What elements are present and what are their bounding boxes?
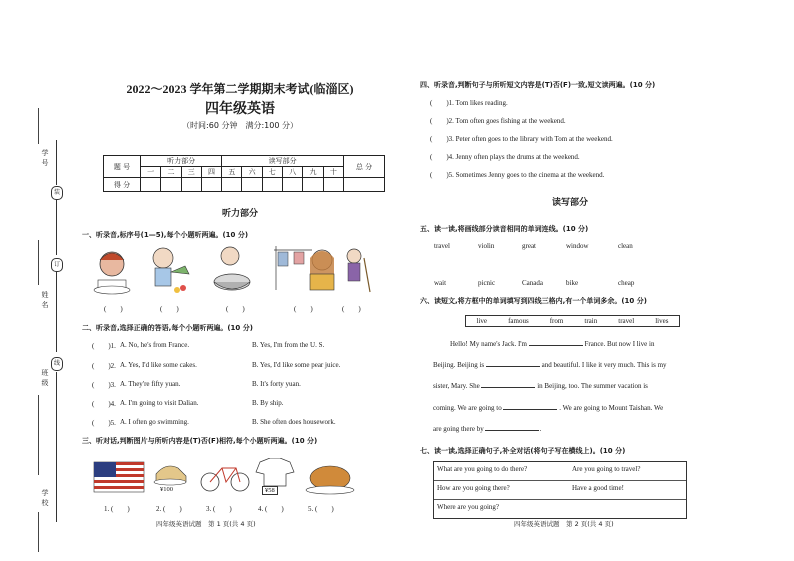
q2-item-num[interactable]: ( )4. bbox=[92, 400, 116, 408]
q2-item-num[interactable]: ( )5. bbox=[92, 419, 116, 427]
laundry-icon bbox=[274, 246, 312, 290]
score-cell[interactable] bbox=[323, 178, 343, 192]
word-bank-box bbox=[465, 315, 680, 327]
section-heading-listening: 听力部分 bbox=[221, 209, 258, 219]
q2-option-b: B. It's forty yuan. bbox=[252, 380, 301, 388]
q5-word-bottom[interactable]: picnic bbox=[478, 279, 496, 287]
exam-time-info: （时间:60 分钟 满分:100 分） bbox=[182, 121, 298, 130]
question-3-title: 三、听对话,判断图片与所听内容是(T)否(F)相符,每个小题听两遍。(10 分) bbox=[82, 437, 318, 445]
seal-mark: 订 bbox=[51, 258, 63, 272]
score-table-row-label: 得 分 bbox=[104, 178, 141, 192]
binding-line bbox=[56, 272, 57, 352]
q5-word-top[interactable]: clean bbox=[618, 242, 633, 250]
passage-text: are going there by bbox=[433, 425, 484, 433]
fill-blank-3[interactable] bbox=[481, 380, 535, 388]
passage-text: France. But now I live in bbox=[584, 340, 655, 348]
word-bank-item: live bbox=[476, 317, 488, 325]
us-flag-icon bbox=[94, 462, 144, 492]
q2-option-a: A. No, he's from France. bbox=[120, 341, 190, 349]
label-student-id: 学号 bbox=[41, 149, 49, 167]
word-bank-item: famous bbox=[508, 317, 529, 325]
question-1-title: 一、听录音,标序号(1—5),每个小题听两遍。(10 分) bbox=[82, 231, 249, 239]
score-table-col: 十 bbox=[323, 167, 343, 178]
score-table-col: 五 bbox=[222, 167, 242, 178]
score-table-col: 七 bbox=[262, 167, 282, 178]
exam-subject: 四年级英语 bbox=[205, 101, 275, 117]
seal-mark: 装 bbox=[51, 186, 63, 200]
label-school: 学校 bbox=[41, 489, 49, 507]
score-cell[interactable] bbox=[283, 178, 303, 192]
score-table-listening: 听力部分 bbox=[141, 156, 222, 167]
q5-word-bottom[interactable]: bike bbox=[566, 279, 579, 287]
exam-title: 2022～2023 学年第二学期期末考试(临淄区) bbox=[126, 82, 354, 96]
q2-item-num[interactable]: ( )1. bbox=[92, 342, 116, 350]
score-cell[interactable] bbox=[161, 178, 181, 192]
question-1-pictures bbox=[90, 244, 380, 300]
score-table-col: 九 bbox=[303, 167, 323, 178]
footer-page-2: 四年级英语试题 第 2 页(共 4 页) bbox=[514, 520, 614, 528]
q2-option-a: A. I'm going to visit Dalian. bbox=[120, 399, 199, 407]
fill-line-name[interactable] bbox=[38, 240, 39, 285]
q5-word-top[interactable]: violin bbox=[478, 242, 495, 250]
score-table-total: 总 分 bbox=[344, 156, 385, 178]
q5-word-top[interactable]: window bbox=[566, 242, 589, 250]
binding-line bbox=[56, 140, 57, 185]
score-table-col: 一 bbox=[141, 167, 161, 178]
fill-line-school[interactable] bbox=[38, 512, 39, 552]
q2-option-b: B. Yes, I'm from the U. S. bbox=[252, 341, 325, 349]
seal-mark: 线 bbox=[51, 357, 63, 371]
passage-text: Hello! My name's Jack. I'm bbox=[450, 340, 527, 348]
q5-word-top[interactable]: great bbox=[522, 242, 536, 250]
fill-line-id[interactable] bbox=[38, 108, 39, 144]
score-cell[interactable] bbox=[344, 178, 385, 192]
q3-answer-3[interactable]: 3. ( ) bbox=[206, 505, 232, 513]
score-cell[interactable] bbox=[181, 178, 201, 192]
q3-answer-5[interactable]: 5. ( ) bbox=[308, 505, 334, 513]
fill-blank-4[interactable] bbox=[503, 402, 557, 410]
cooking-icon bbox=[214, 247, 250, 290]
score-table-col: 二 bbox=[161, 167, 181, 178]
score-cell[interactable] bbox=[242, 178, 262, 192]
girl-reading-icon bbox=[310, 250, 334, 290]
q1-answer-5[interactable]: ( ) bbox=[342, 305, 361, 313]
word-bank-item: from bbox=[549, 317, 564, 325]
score-table-header: 题 号 bbox=[104, 156, 141, 178]
q2-option-a: A. I often go swimming. bbox=[120, 418, 189, 426]
fill-blank-1[interactable] bbox=[529, 338, 583, 346]
q5-word-top[interactable]: travel bbox=[434, 242, 450, 250]
passage-line bbox=[433, 402, 663, 412]
girl-eating-icon bbox=[94, 252, 130, 294]
q4-item[interactable]: ( )5. Sometimes Jenny goes to the cinema at the weekend. bbox=[430, 171, 605, 179]
sentence-option[interactable]: Have a good time! bbox=[572, 484, 624, 492]
score-cell[interactable] bbox=[222, 178, 242, 192]
sweeping-icon bbox=[347, 249, 370, 292]
passage-line bbox=[433, 359, 667, 369]
q2-option-a: A. Yes, I'd like some cakes. bbox=[120, 361, 197, 369]
sentence-option[interactable]: What are you going to do there? bbox=[437, 465, 528, 473]
label-class: 班级 bbox=[41, 369, 49, 387]
sentence-option[interactable]: Where are you going? bbox=[437, 503, 499, 511]
q2-item-num[interactable]: ( )2. bbox=[92, 362, 116, 370]
fill-blank-2[interactable] bbox=[486, 359, 540, 367]
question-3-pictures bbox=[92, 458, 360, 498]
passage-text: and beautiful. I like it very much. This is my bbox=[541, 361, 667, 369]
score-table-col: 六 bbox=[242, 167, 262, 178]
question-2-title: 二、听录音,选择正确的答语,每个小题听两遍。(10 分) bbox=[82, 324, 253, 332]
score-table-col: 八 bbox=[283, 167, 303, 178]
sentence-option[interactable]: Are you going to travel? bbox=[572, 465, 641, 473]
q2-option-a: A. They're fifty yuan. bbox=[120, 380, 181, 388]
q3-answer-2[interactable]: 2. ( ) bbox=[156, 505, 182, 513]
score-table-col: 三 bbox=[181, 167, 201, 178]
options-row bbox=[434, 462, 686, 481]
price-tag-shirt: ¥58 bbox=[262, 486, 278, 495]
fill-line-class[interactable] bbox=[38, 395, 39, 475]
q5-word-bottom[interactable]: wait bbox=[434, 279, 447, 287]
q1-answer-3[interactable]: ( ) bbox=[226, 305, 245, 313]
word-bank-item: travel bbox=[618, 317, 635, 325]
q2-option-b: B. By ship. bbox=[252, 399, 284, 407]
score-cell[interactable] bbox=[201, 178, 221, 192]
shoes-icon bbox=[154, 466, 186, 485]
score-table bbox=[103, 155, 385, 192]
question-7-title: 七、读一读,选择正确句子,补全对话(将句子写在横线上)。(10 分) bbox=[420, 447, 626, 455]
price-tag-shoes: ¥100 bbox=[160, 486, 173, 493]
roast-chicken-icon bbox=[306, 466, 354, 494]
score-cell[interactable] bbox=[262, 178, 282, 192]
q3-answer-1[interactable]: 1. ( ) bbox=[104, 505, 130, 513]
q4-item[interactable]: ( )4. Jenny often plays the drums at the weekend. bbox=[430, 153, 580, 161]
watering-flowers-icon bbox=[153, 248, 189, 293]
q4-item[interactable]: ( )2. Tom often goes fishing at the weekend. bbox=[430, 117, 566, 125]
word-bank-item: train bbox=[584, 317, 598, 325]
passage-text: in Beijing, too. The summer vacation is bbox=[537, 382, 648, 390]
q1-answer-1[interactable]: ( ) bbox=[104, 305, 123, 313]
fill-blank-5[interactable] bbox=[485, 423, 542, 433]
question-6-title: 六、读短文,将方框中的单词填写到四线三格内,有一个单词多余。(10 分) bbox=[420, 297, 647, 305]
binding-line bbox=[56, 200, 57, 255]
options-row bbox=[434, 481, 686, 500]
q4-item[interactable]: ( )1. Tom likes reading. bbox=[430, 99, 508, 107]
section-heading-reading-writing: 读写部分 bbox=[551, 198, 588, 208]
score-cell[interactable] bbox=[141, 178, 161, 192]
score-table-col: 四 bbox=[201, 167, 221, 178]
score-cell[interactable] bbox=[303, 178, 323, 192]
q2-option-b: B. She often does housework. bbox=[252, 418, 336, 426]
passage-text: sister, Mary. She bbox=[433, 382, 480, 390]
q1-answer-2[interactable]: ( ) bbox=[160, 305, 179, 313]
sentence-option[interactable]: How are you going there? bbox=[437, 484, 510, 492]
bike-icon bbox=[201, 468, 249, 491]
q1-answer-4[interactable]: ( ) bbox=[294, 305, 313, 313]
question-5-title: 五、读一读,将画线部分读音相同的单词连线。(10 分) bbox=[420, 225, 589, 233]
passage-line bbox=[450, 338, 654, 348]
sentence-options-box bbox=[433, 461, 687, 519]
options-row bbox=[434, 500, 686, 518]
score-table-reading: 读写部分 bbox=[222, 156, 344, 167]
label-name: 姓名 bbox=[41, 291, 49, 309]
passage-text: coming. We are going to bbox=[433, 404, 502, 412]
q2-item-num[interactable]: ( )3. bbox=[92, 381, 116, 389]
q3-answer-4[interactable]: 4. ( ) bbox=[258, 505, 284, 513]
q5-word-bottom[interactable]: cheap bbox=[618, 279, 635, 287]
q4-item[interactable]: ( )3. Peter often goes to the library with Tom at the weekend. bbox=[430, 135, 613, 143]
footer-page-1: 四年级英语试题 第 1 页(共 4 页) bbox=[156, 520, 256, 528]
word-bank-item: lives bbox=[655, 317, 669, 325]
q5-word-bottom[interactable]: Canada bbox=[522, 279, 543, 287]
binding-line bbox=[56, 372, 57, 522]
passage-text: Beijing. Beijing is bbox=[433, 361, 485, 369]
passage-text: . bbox=[539, 425, 542, 433]
passage-line bbox=[433, 380, 648, 390]
question-4-title: 四、听录音,判断句子与所听短文内容是(T)否(F)一致,短文读两遍。(10 分) bbox=[420, 81, 656, 89]
shirt-icon bbox=[256, 458, 294, 486]
q2-option-b: B. Yes, I'd like some pear juice. bbox=[252, 361, 341, 369]
passage-text: . We are going to Mount Taishan. We bbox=[559, 404, 664, 412]
passage-line bbox=[433, 423, 541, 433]
